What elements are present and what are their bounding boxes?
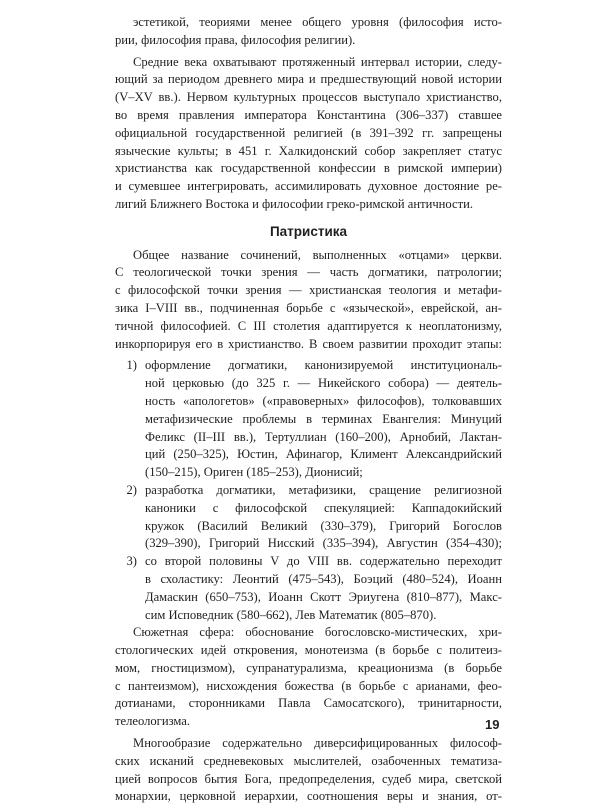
list-item-body: [145, 553, 502, 624]
section-heading: Патристика: [269, 223, 348, 239]
text-line: ских исканий средневековых мыслителей, озабоченных тематиза-: [115, 753, 502, 768]
text-line: с пантеизмом), нисхождения божества (в борьбе с арианами, фео-: [115, 678, 502, 693]
text-line: с философской точки зрения — христианская теология и метафи-: [115, 283, 502, 298]
text-line: ций (250–325), Юстин, Афинагор, Климент Александрийский: [145, 447, 502, 462]
text-line: со второй половины V до VIII вв. содержательно переходит: [145, 554, 502, 569]
text-line: Сюжетная сфера: обоснование богословско-мистических, хри-: [133, 625, 502, 640]
text-line: официальной государственной религией (в 391–392 гг. запрещены: [115, 125, 502, 140]
text-line: Многообразие содержательно диверсифицированных философ-: [133, 736, 502, 751]
text-line: мом, гностицизмом), супранатурализма, креационизма (в борьбе: [115, 660, 502, 675]
text-line: (V–XV вв.). Нервом культурных процессов выступало христианство,: [115, 90, 502, 105]
list-item-body: [145, 482, 502, 553]
paragraph: [115, 735, 502, 806]
text-line: метафизические проблемы в терминах Евангелия: Минуций: [145, 411, 502, 426]
text-line: (150–215), Ориген (185–253), Дионисий;: [145, 465, 363, 480]
text-line: стологических идей откровения, монотеизма (в борьбе с политеиз-: [115, 643, 502, 658]
text-line: Общее название сочинений, выполненных «отцами» церкви.: [133, 247, 502, 262]
list-item-number: 2): [126, 482, 137, 497]
paragraph: [115, 54, 502, 214]
text-line: тичной философией. С III столетия адаптируется к неоплатонизму,: [115, 318, 502, 333]
text-line: Феликс (II–III вв.), Тертуллиан (160–200), Арнобий, Лактан-: [145, 429, 502, 444]
text-line: сим Исповедник (580–662), Лев Математик (805–870).: [145, 607, 437, 622]
text-line: христианства как государственной конфессии в римской империи): [115, 161, 502, 176]
text-line: и сумевшее интегрировать, ассимилировать духовное достояние ре-: [115, 179, 502, 194]
list-item: [115, 553, 502, 624]
text-line: дотианами, сторонниками Павла Самосатского), тринитарности,: [115, 696, 502, 711]
text-line: эстетикой, теориями менее общего уровня (философия исто-: [133, 15, 502, 29]
text-line: языческие культы; в 451 г. Халкидонский собор закрепляет статус: [115, 143, 502, 158]
list-item-body: [145, 357, 502, 482]
text-line: кружок (Василий Великий (330–379), Григорий Богослов: [145, 518, 502, 533]
paragraph: [115, 14, 502, 50]
text-line: лигий Ближнего Востока и философии греко-римской античности.: [115, 196, 474, 211]
text-line: цией вопросов бытия Бога, предопределения, судеб мира, светской: [115, 771, 502, 786]
text-line: ющий за периодом древнего мира и предшествующий новой истории: [115, 72, 502, 87]
text-line: разработка догматики, метафизики, сращение религиозной: [145, 482, 502, 497]
text-column: [115, 14, 502, 810]
text-line: во время правления императора Константина (306–337) ставшее: [115, 107, 502, 122]
paragraph: [115, 624, 502, 731]
text-line: Дамаскин (650–753), Иоанн Скотт Эриугена (810–877), Макс-: [145, 589, 502, 604]
page-number: 19: [485, 717, 500, 732]
text-line: телеологизма.: [115, 714, 191, 729]
text-line: ной церковью (до 325 г. — Никейского собора) — деятель-: [145, 376, 502, 391]
text-line: (329–390), Григорий Нисский (335–394), Августин (354–430);: [145, 536, 502, 551]
text-line: ность «апологетов» («правоверных» философов), толковавших: [145, 393, 502, 408]
text-line: Средние века охватывают протяженный интервал истории, следу-: [133, 54, 502, 69]
text-line: инкорпорируя его в христианство. В своем развитии проходит этапы:: [115, 336, 502, 351]
text-line: оформление догматики, канонизируемой институциональ-: [145, 358, 502, 373]
text-line: в схоластику: Леонтий (475–543), Боэций (480–524), Иоанн: [145, 571, 502, 586]
paragraph: [115, 247, 502, 354]
text-line: С теологической точки зрения — часть догматики, патрологии;: [115, 265, 502, 280]
text-line: каноники с философской спекуляцией: Каппадокийский: [145, 500, 502, 515]
list-item-number: 1): [126, 358, 137, 373]
text-line: рии, философия права, философия религии).: [115, 32, 356, 47]
list-item-number: 3): [126, 554, 137, 569]
text-line: монархии, церковной иерархии, соотношения веры и знания, от-: [115, 789, 502, 804]
text-line: зика I–VIII вв., подчиненная борьбе с «языческой», еврейской, ан-: [115, 300, 502, 315]
list-item: [115, 482, 502, 553]
list-item: [115, 357, 502, 482]
